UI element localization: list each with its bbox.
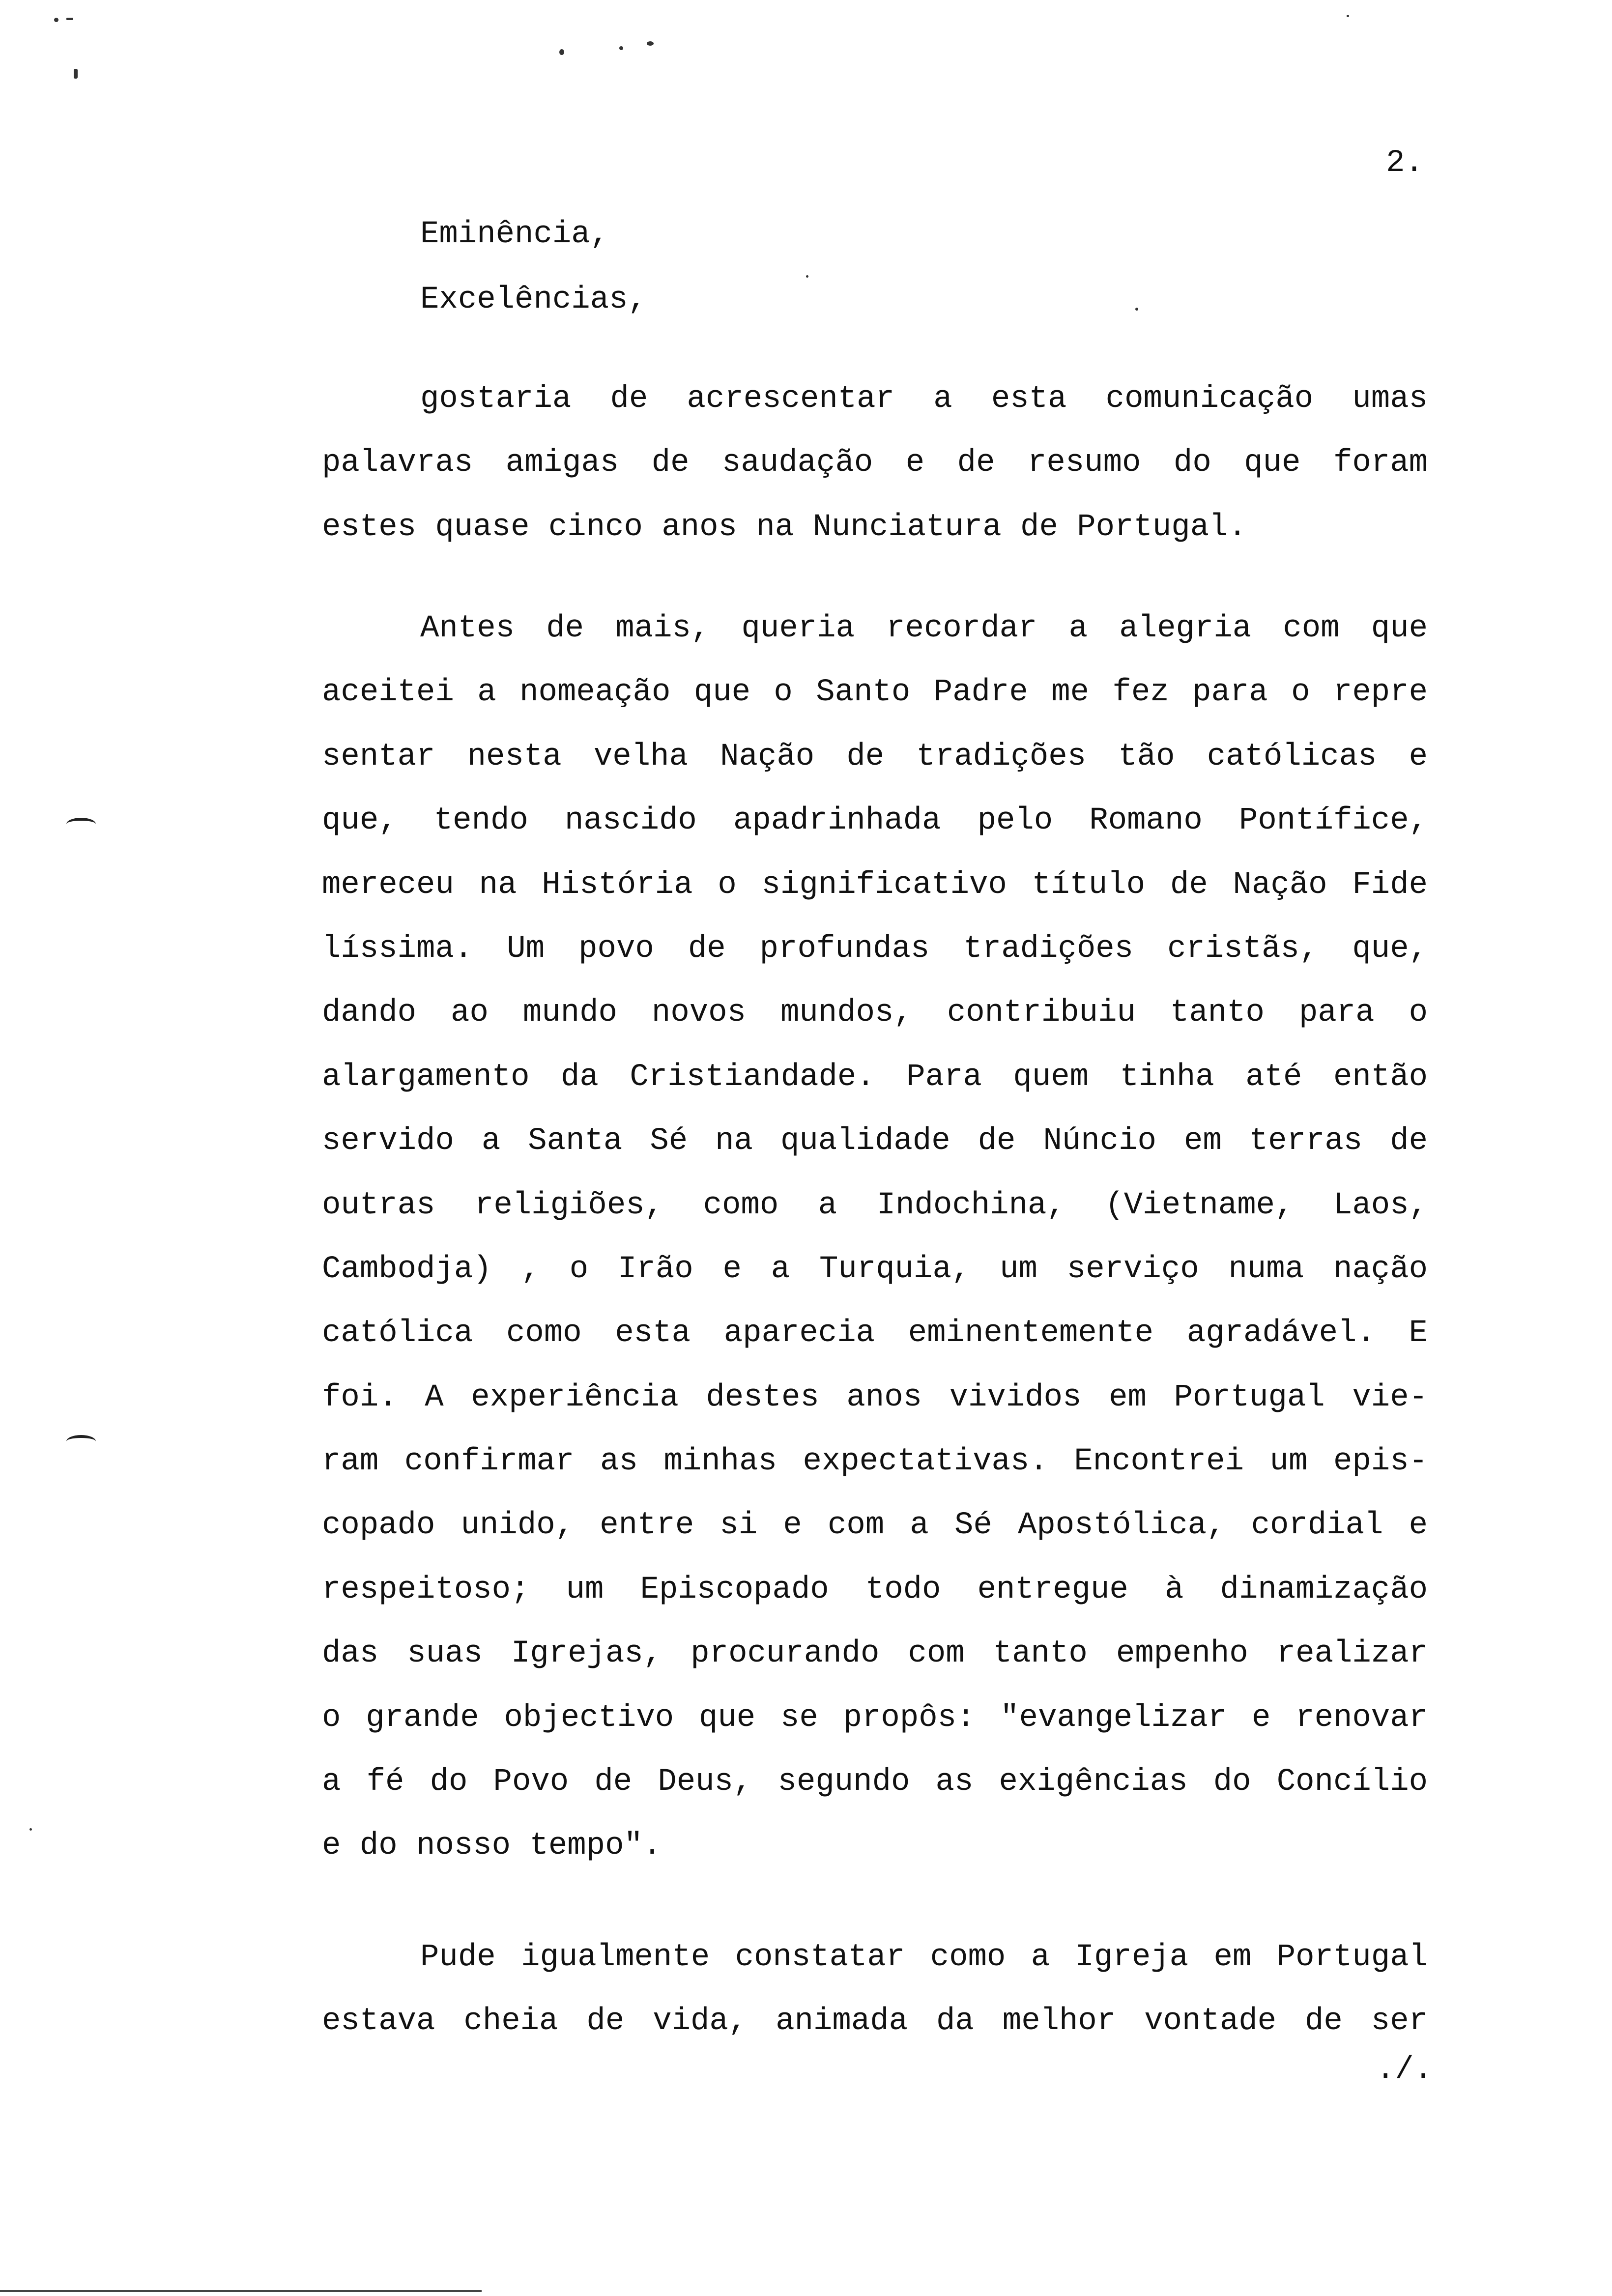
paragraph-line: católica como esta aparecia eminentemente agradável. E [322,1316,1428,1351]
paragraph-line: dando ao mundo novos mundos, contribuiu tanto para o [322,995,1428,1031]
salutation-line-1: Eminência, [420,217,609,252]
paragraph-line: o grande objectivo que se propôs: "evangelizar e renovar [322,1700,1428,1736]
bottom-rule [0,2290,482,2292]
paragraph-line: e do nosso tempo". [322,1828,662,1864]
paragraph-line: alargamento da Cristiandade. Para quem tinha até então [322,1059,1428,1095]
paragraph-line: líssima. Um povo de profundas tradições cristãs, que, [322,931,1428,967]
scan-speck [74,69,78,79]
salutation-line-2: Excelências, [420,282,647,317]
scan-speck [1135,308,1138,311]
paragraph-line: estava cheia de vida, animada da melhor vontade de ser [322,2004,1428,2039]
scan-speck [647,41,654,46]
paragraph-line: Cambodja) , o Irão e a Turquia, um serviço numa nação [322,1251,1428,1287]
scan-speck [29,1828,32,1831]
paragraph-1 [322,367,1428,559]
paragraph-line: a fé do Povo de Deus, segundo as exigências do Concílio [322,1764,1428,1800]
paragraph-line: das suas Igrejas, procurando com tanto empenho realizar [322,1636,1428,1672]
paragraph-line: copado unido, entre si e com a Sé Apostólica, cordial e [322,1508,1428,1544]
paragraph-line: foi. A experiência destes anos vividos em Portugal vie- [322,1379,1428,1415]
paragraph-line: que, tendo nascido apadrinhada pelo Romano Pontífice, [322,803,1428,839]
paragraph-line: palavras amigas de saudação e de resumo do que foram [322,445,1428,481]
scan-speck [619,46,623,50]
paragraph-3 [322,1925,1428,2054]
paragraph-line: servido a Santa Sé na qualidade de Núncio em terras de [322,1123,1428,1159]
paragraph-line: Pude igualmente constatar como a Igreja em Portugal [420,1940,1428,1975]
scan-speck [54,18,58,22]
paragraph-line: ram confirmar as minhas expectativas. Encontrei um epis- [322,1444,1428,1480]
paragraph-line: estes quase cinco anos na Nunciatura de Portugal. [322,509,1247,545]
page-number: 2. [1386,145,1424,181]
paragraph-line: mereceu na História o significativo título de Nação Fide [322,867,1428,903]
scan-speck [1347,15,1349,17]
margin-mark [66,1435,96,1448]
scan-speck [806,275,808,278]
margin-mark [66,818,96,831]
paragraph-line: outras religiões, como a Indochina, (Vietname, Laos, [322,1187,1428,1223]
paragraph-line: Antes de mais, queria recordar a alegria com que [420,611,1428,646]
scan-speck [66,18,73,20]
continuation-mark: ./. [1376,2052,1433,2088]
paragraph-2 [322,597,1428,1878]
scan-speck [559,49,564,55]
paragraph-line: respeitoso; um Episcopado todo entregue à dinamização [322,1572,1428,1607]
paragraph-line: sentar nesta velha Nação de tradições tão católicas e [322,739,1428,775]
paragraph-line: aceitei a nomeação que o Santo Padre me fez para o repre [322,675,1428,711]
paragraph-line: gostaria de acrescentar a esta comunicação umas [420,381,1428,417]
